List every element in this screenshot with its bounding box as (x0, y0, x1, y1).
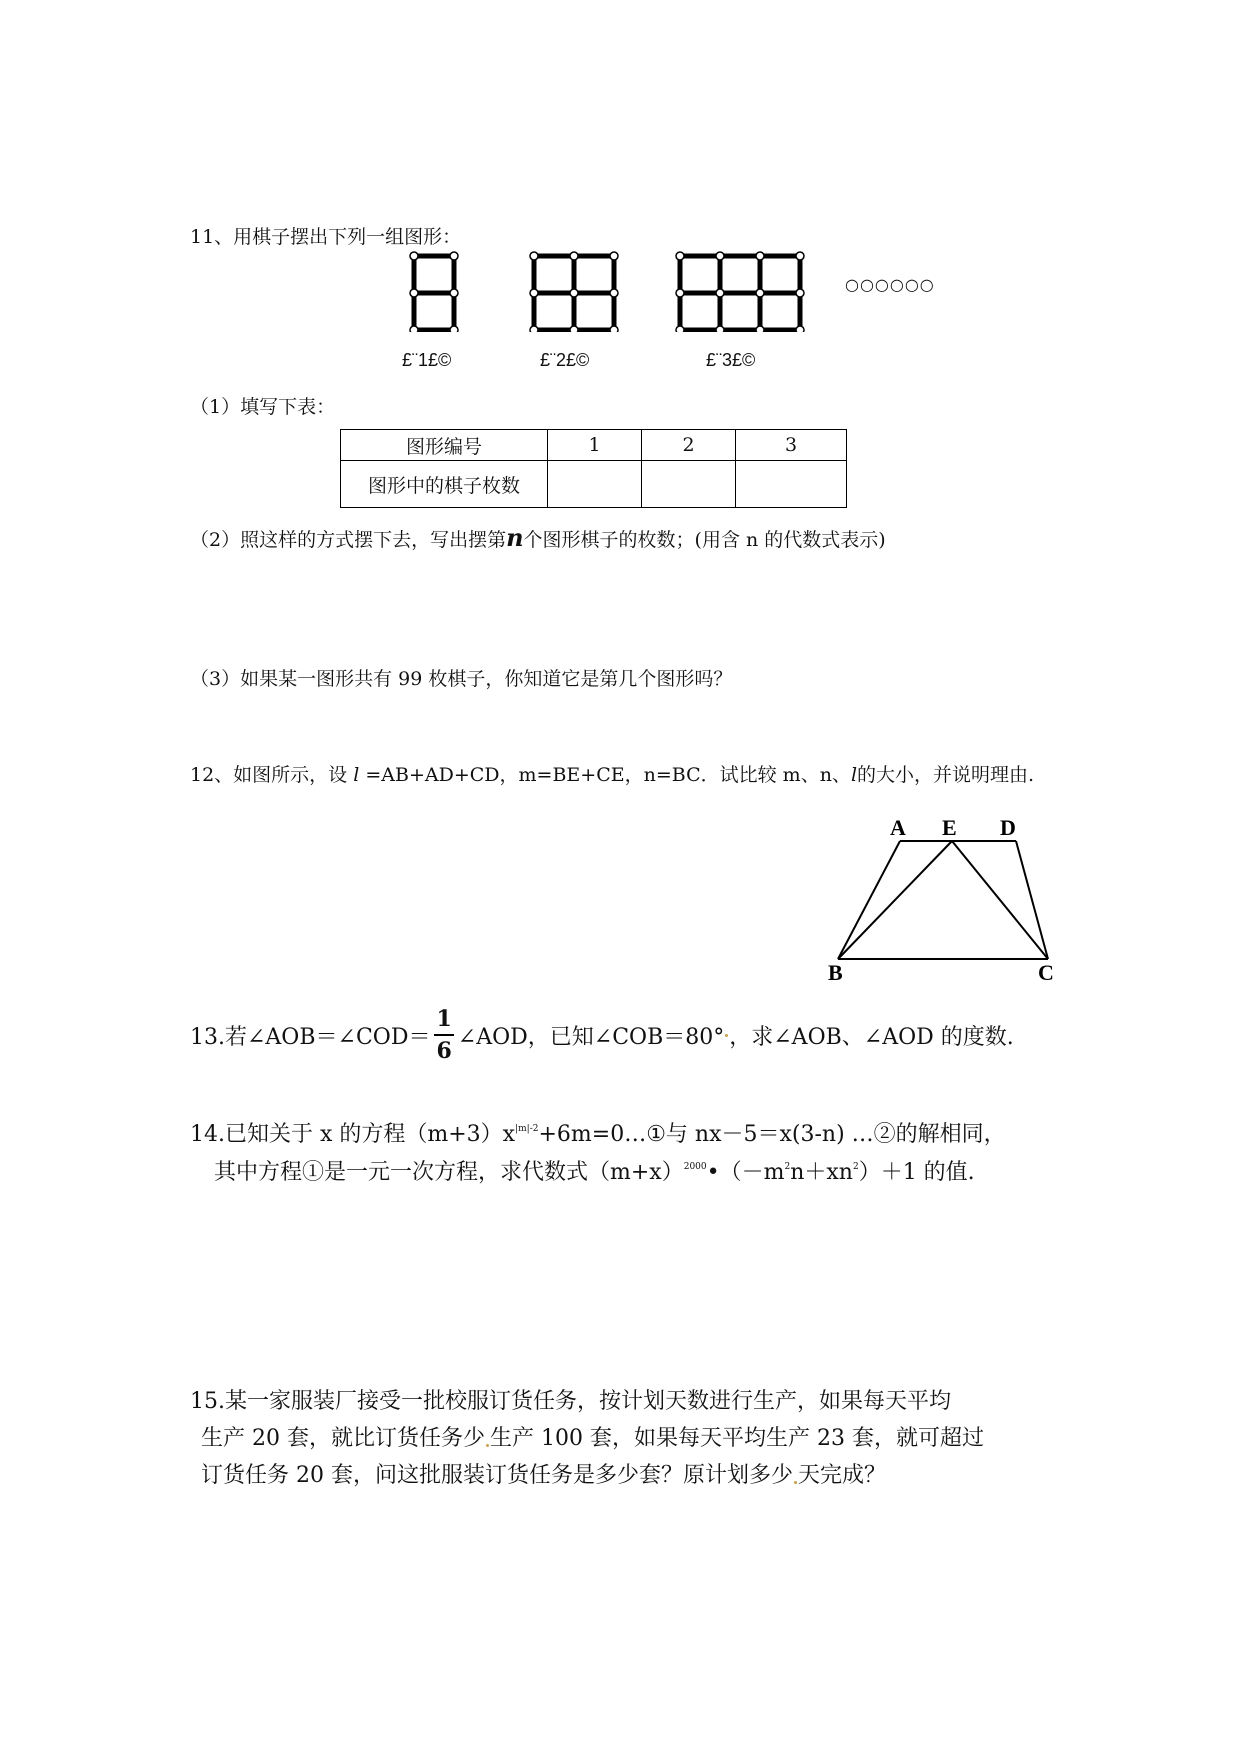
fraction-denominator: 6 (436, 1038, 452, 1064)
q12-text-a: 12、如图所示，设 (190, 764, 348, 786)
q14-line1-b: +6m=0…①与 nx－5＝x(3-n) …②的解相同， (538, 1122, 1006, 1147)
q11-part3: （3）如果某一图形共有 99 枚棋子，你知道它是第几个图形吗？ (190, 668, 733, 690)
stray-dot-mark (794, 1481, 797, 1484)
ellipsis-circles: ○○○○○○ (845, 275, 935, 294)
q12-var-l-2: l (850, 764, 858, 786)
table-cell: 图形中的棋子枚数 (341, 461, 548, 508)
q14-exponent-2000: 2000 (683, 1162, 707, 1172)
fraction-one-sixth (434, 1004, 453, 1066)
table-cell: 3 (736, 430, 847, 461)
fraction-numerator: 1 (434, 1004, 453, 1036)
q14-line2-a: 其中方程①是一元一次方程，求代数式（m+x） (214, 1160, 684, 1185)
q14-exponent-2a: 2 (784, 1162, 791, 1172)
q13-text-b: ∠AOD，已知∠COB＝80° (457, 1024, 725, 1050)
q14-line2-b: •（－m (706, 1160, 785, 1185)
q14-line1 (190, 1117, 1006, 1148)
q12-var-l: l (353, 764, 360, 786)
stray-dot-mark (486, 1444, 489, 1447)
q15-line2 (201, 1421, 984, 1452)
table-cell-blank (548, 461, 642, 508)
q11-part1: （1）填写下表： (190, 396, 336, 418)
q12-text (190, 760, 1034, 787)
figure-label-2: £¨2£© (540, 350, 590, 370)
q11-part2-text-a: （2）照这样的方式摆下去，写出摆第 (190, 529, 507, 551)
point-label-a: A (890, 815, 906, 840)
q12-text-c: 的大小，并说明理由. (857, 764, 1035, 786)
stray-dot-mark (725, 1034, 728, 1037)
q13-text (190, 1004, 1014, 1066)
point-label-c: C (1038, 960, 1054, 985)
fill-in-table (340, 429, 847, 508)
q12-text-b: =AB+AD+CD，m=BE+CE，n=BC．试比较 m、n、 (365, 764, 851, 786)
figure-label-3: £¨3£© (706, 350, 756, 370)
point-label-e: E (942, 815, 957, 840)
table-cell: 2 (642, 430, 736, 461)
table-cell: 图形编号 (341, 430, 548, 461)
figure-label-1: £¨1£© (402, 350, 452, 370)
q14-line2 (214, 1155, 975, 1186)
table-cell: 1 (548, 430, 642, 461)
table-row (341, 430, 847, 461)
q15-line1: 15.某一家服装厂接受一批校服订货任务，按计划天数进行生产，如果每天平均 (190, 1389, 951, 1414)
q11-part2-variable: n (506, 523, 524, 552)
point-label-b: B (828, 960, 843, 985)
q13-text-c: ，求∠AOB、∠AOD 的度数. (729, 1024, 1014, 1050)
q15-line3 (201, 1458, 886, 1489)
q11-part2-text-b: 个图形棋子的枚数；(用含 n 的代数式表示) (523, 529, 886, 551)
q15-line2-b: 生产 100 套，如果每天平均生产 23 套，就可超过 (489, 1426, 984, 1451)
q14-line2-c: n＋xn (790, 1160, 853, 1185)
q15-line3-b: 天完成？ (797, 1463, 886, 1488)
q15-line3-a: 订货任务 20 套，问这批服装订货任务是多少套？原计划多少 (201, 1463, 793, 1488)
q11-title: 11、用棋子摆出下列一组图形： (190, 226, 462, 248)
point-label-d: D (1000, 815, 1016, 840)
q11-part2 (190, 523, 886, 552)
q15-line2-a: 生产 20 套，就比订货任务少 (201, 1426, 485, 1451)
table-row (341, 461, 847, 508)
q13-text-a: 13.若∠AOB＝∠COD＝ (190, 1024, 431, 1050)
table-cell-blank (642, 461, 736, 508)
q14-exponent-2b: 2 (852, 1162, 859, 1172)
q14-exponent-1: |m|-2 (515, 1124, 539, 1134)
trapezoid-diagram (820, 815, 1060, 985)
q14-line2-d: ）＋1 的值. (858, 1160, 975, 1185)
table-cell-blank (736, 461, 847, 508)
q14-line1-a: 14.已知关于 x 的方程（m+3）x (190, 1122, 516, 1147)
